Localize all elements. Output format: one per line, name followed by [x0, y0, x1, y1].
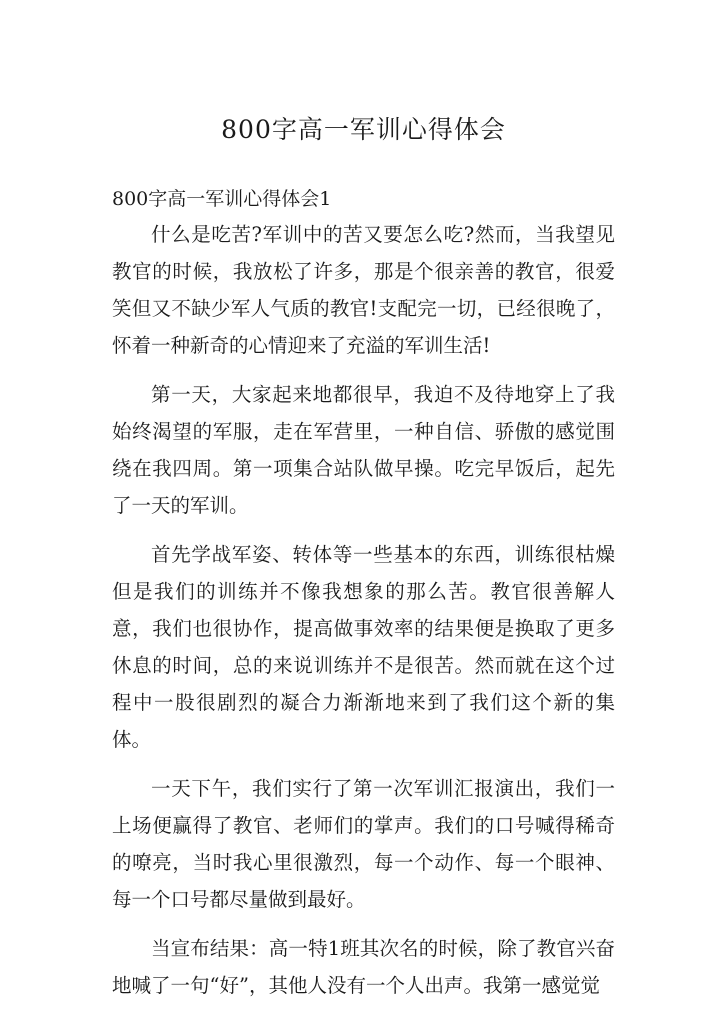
paragraph: 什么是吃苦?军训中的苦又要怎么吃?然而，当我望见教官的时候，我放松了许多，那是个很亲善的教官，很爱笑但又不缺少军人气质的教官!支配完一切，已经很晚了，怀着一种新奇的心情迎来了充溢的军训生活! — [112, 223, 615, 357]
section-heading: 800字高一军训心得体会1 — [112, 188, 332, 210]
paragraph: 第一天，大家起来地都很早，我迫不及待地穿上了我始终渴望的军服，走在军营里，一种自信、骄傲的感觉围绕在我四周。第一项集合站队做早操。吃完早饭后，起先了一天的军训。 — [112, 383, 615, 517]
paragraph: 一天下午，我们实行了第一次军训汇报演出，我们一上场便赢得了教官、老师们的掌声。我们的口号喊得稀奇的嘹亮，当时我心里很激烈，每一个动作、每一个眼神、每一个口号都尽量做到最好。 — [112, 777, 615, 911]
document-title: 800字高一军训心得体会 — [221, 115, 506, 144]
paragraph: 当宣布结果：高一特1班其次名的时候，除了教官兴奋地喊了一句“好”，其他人没有一个人出声。我第一感觉觉 — [112, 937, 615, 997]
paragraph: 首先学战军姿、转体等一些基本的东西，训练很枯燥但是我们的训练并不像我想象的那么苦。教官很善解人意，我们也很协作，提高做事效率的结果便是换取了更多休息的时间，总的来说训练并不是很苦。然而就在这个过程中一股很剧烈的凝合力渐渐地来到了我们这个新的集体。 — [112, 543, 615, 751]
